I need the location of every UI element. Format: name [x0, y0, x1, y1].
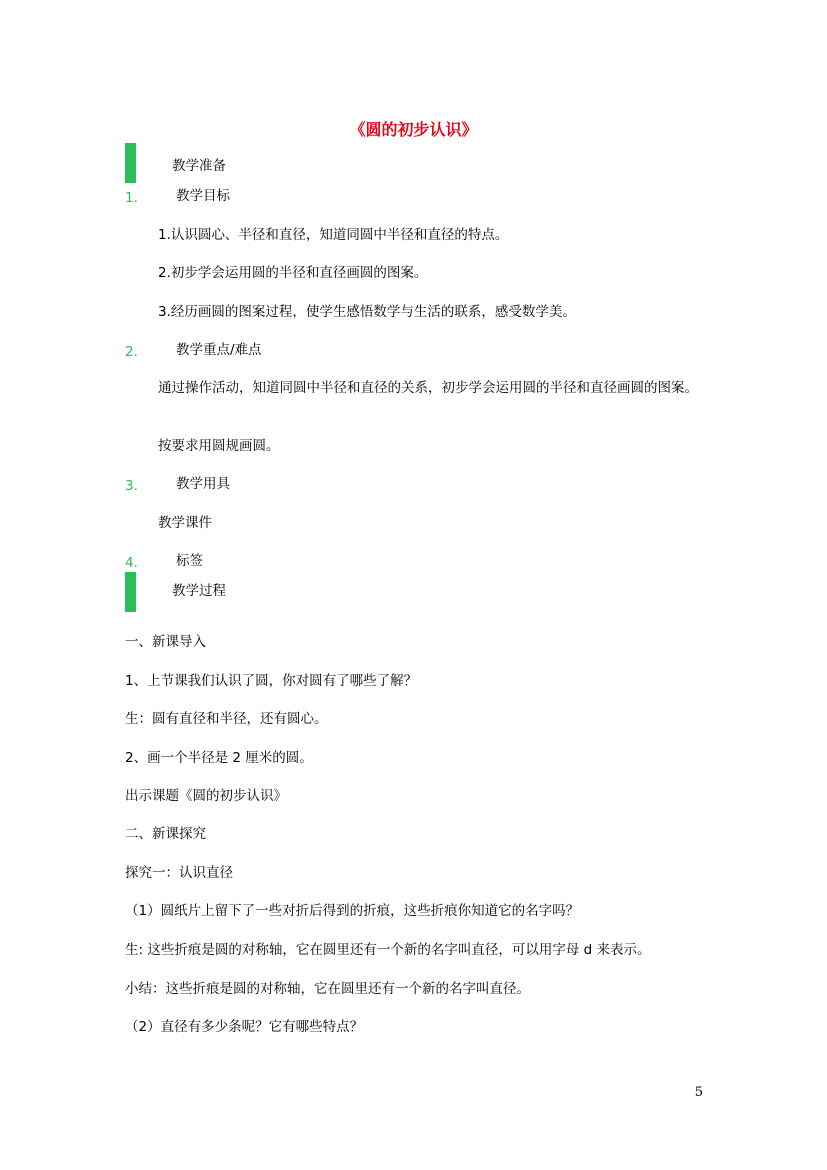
goal-2: 2.初步学会运用圆的半径和直径画圆的图案。 — [158, 265, 428, 281]
process-line-8: （1）圆纸片上留下了一些对折后得到的折痕，这些折痕你知道它的名字吗？ — [125, 903, 580, 919]
section-bar-preparation — [125, 143, 136, 183]
section-bar-process — [125, 572, 136, 612]
item-label-goals: 教学目标 — [176, 188, 230, 204]
goal-3: 3.经历画圆的图案过程，使学生感悟数学与生活的联系，感受数学美。 — [158, 304, 576, 320]
goal-1: 1.认识圆心、半径和直径，知道同圆中半径和直径的特点。 — [158, 227, 509, 243]
process-line-10: 小结：这些折痕是圆的对称轴，它在圆里还有一个新的名字叫直径。 — [125, 981, 530, 997]
process-line-9: 生: 这些折痕是圆的对称轴，它在圆里还有一个新的名字叫直径，可以用字母 d 来表示。 — [125, 942, 651, 958]
item-number-3: 3. — [125, 478, 138, 494]
item-number-4: 4. — [125, 555, 138, 571]
key-points-text: 通过操作活动，知道同圆中半径和直径的关系，初步学会运用圆的半径和直径画圆的图案。 — [158, 380, 698, 396]
document-title: 《圆的初步认识》 — [349, 120, 478, 139]
process-line-5: 出示课题《圆的初步认识》 — [125, 788, 287, 804]
section-heading-process: 教学过程 — [172, 583, 226, 599]
process-line-4: 2、画一个半径是 2 厘米的圆。 — [125, 750, 313, 766]
process-line-7: 探究一：认识直径 — [125, 865, 233, 881]
process-line-11: （2）直径有多少条呢？它有哪些特点？ — [125, 1019, 364, 1035]
item-label-tools: 教学用具 — [176, 476, 230, 492]
difficulty-text: 按要求用圆规画圆。 — [158, 438, 280, 454]
process-line-2: 1、上节课我们认识了圆，你对圆有了哪些了解？ — [125, 673, 418, 689]
item-number-1: 1. — [125, 190, 138, 206]
process-line-6: 二、新课探究 — [125, 826, 206, 842]
item-number-2: 2. — [125, 344, 138, 360]
section-heading-preparation: 教学准备 — [172, 158, 226, 174]
item-label-tags: 标签 — [176, 553, 203, 569]
page-number: 5 — [694, 1085, 703, 1100]
process-line-3: 生：圆有直径和半径，还有圆心。 — [125, 711, 328, 727]
item-label-key-points: 教学重点/难点 — [176, 342, 262, 358]
tools-text: 教学课件 — [158, 515, 212, 531]
process-line-1: 一、新课导入 — [125, 634, 206, 650]
